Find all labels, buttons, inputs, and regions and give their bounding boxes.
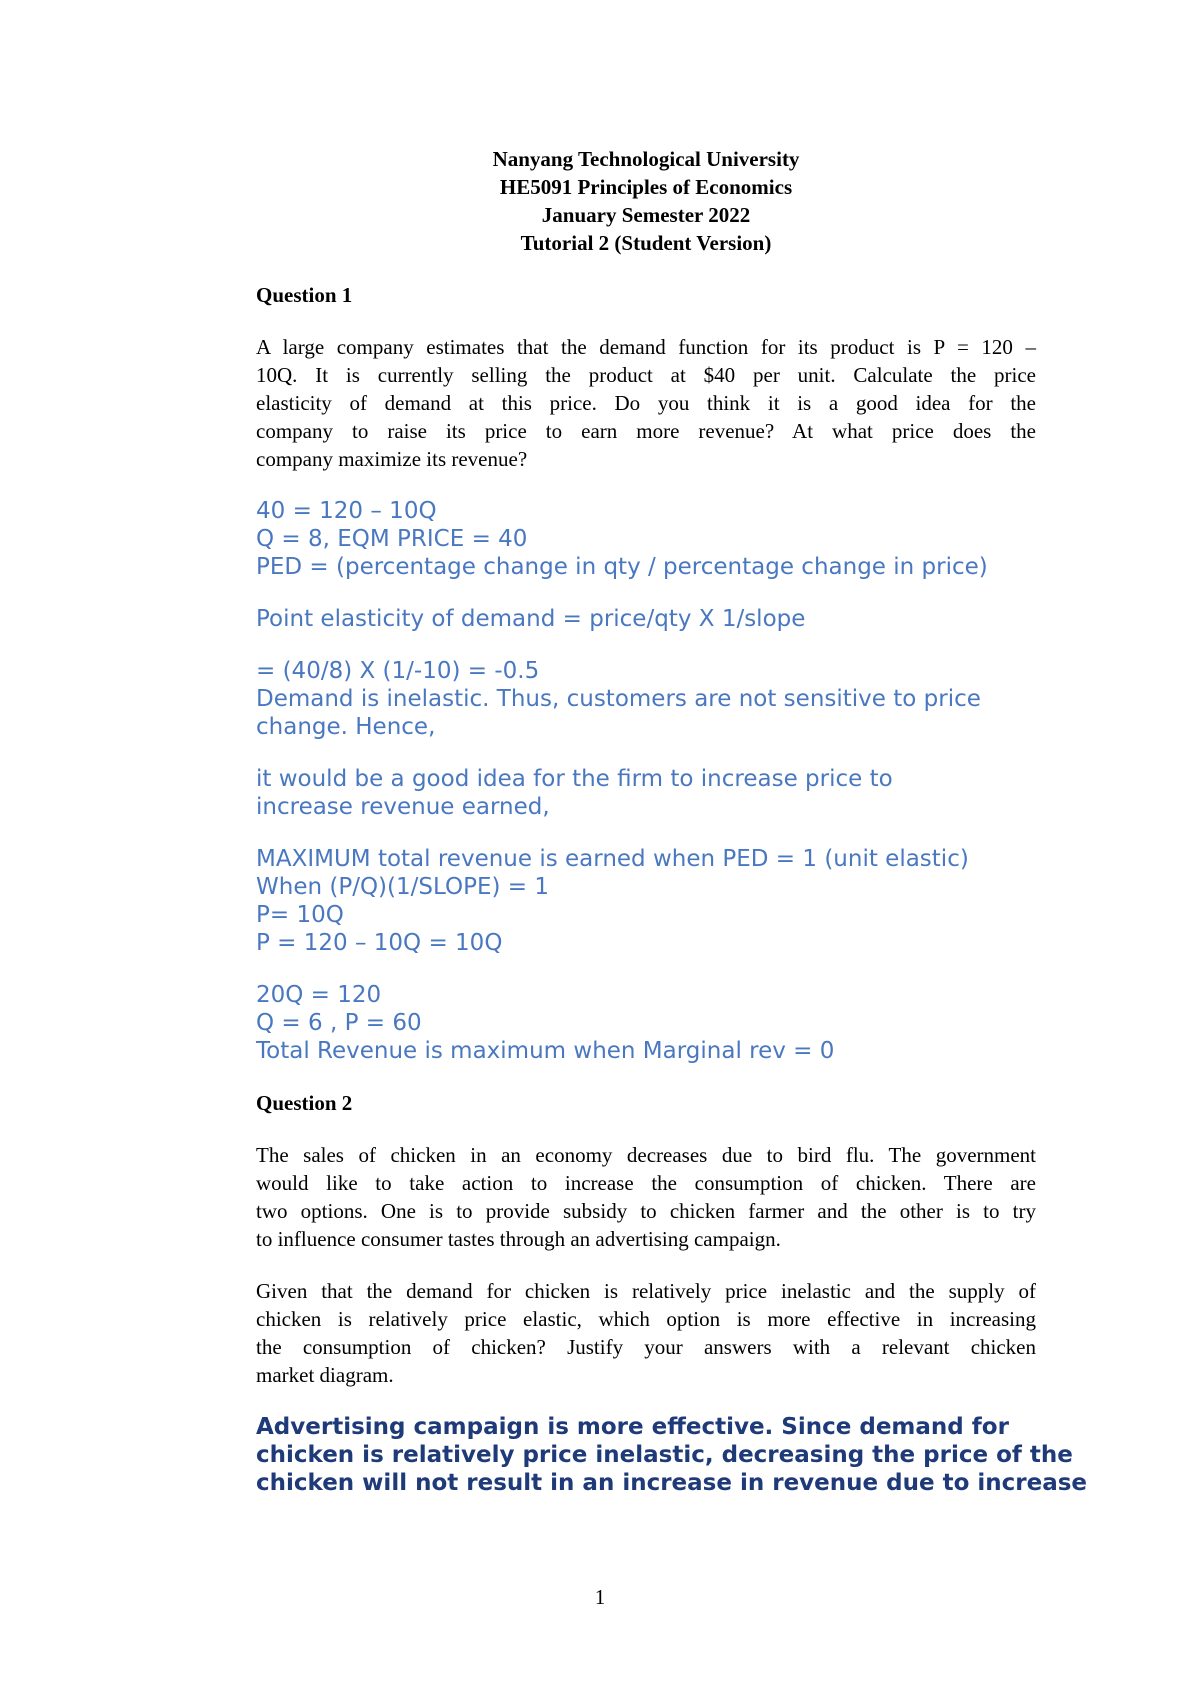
- text-line: two options. One is to provide subsidy to chicken farmer and the other is to try: [256, 1199, 1036, 1223]
- answer-line: MAXIMUM total revenue is earned when PED = 1 (unit elastic): [256, 846, 969, 872]
- answer-line: Advertising campaign is more effective. Since demand for: [256, 1414, 1009, 1440]
- answer-line: Point elasticity of demand = price/qty X 1/slope: [256, 606, 806, 632]
- university-name: Nanyang Technological University: [492, 147, 800, 171]
- text-line: The sales of chicken in an economy decreases due to bird flu. The government: [256, 1143, 1036, 1167]
- answer-line: P = 120 – 10Q = 10Q: [256, 930, 503, 956]
- answer-line: P= 10Q: [256, 902, 344, 928]
- question-2-title: Question 2: [256, 1091, 353, 1115]
- answer-line: Total Revenue is maximum when Marginal rev = 0: [256, 1038, 835, 1064]
- answer-line: = (40/8) X (1/-10) = -0.5: [256, 658, 540, 684]
- answer-line: 40 = 120 – 10Q: [256, 498, 437, 524]
- answer-line: Q = 6 , P = 60: [256, 1010, 422, 1036]
- text-line: company maximize its revenue?: [256, 447, 528, 471]
- text-line: company to raise its price to earn more revenue? At what price does the: [256, 419, 1036, 443]
- question-2-answer: [256, 1413, 1088, 1497]
- question-2-paragraph-1: [256, 1141, 1036, 1253]
- answer-line: it would be a good idea for the firm to increase price to: [256, 766, 893, 792]
- question-2-paragraph-2: [256, 1277, 1036, 1389]
- text-line: market diagram.: [256, 1363, 394, 1387]
- answer-line: 20Q = 120: [256, 982, 382, 1008]
- question-1-text: [256, 333, 1036, 473]
- document-header: [256, 145, 1036, 257]
- page-number: 1: [594, 1585, 606, 1609]
- page-content: [256, 145, 1088, 1497]
- question-1-title: Question 1: [256, 283, 353, 307]
- text-line: A large company estimates that the demand function for its product is P = 120 –: [256, 335, 1036, 359]
- text-line: 10Q. It is currently selling the product at $40 per unit. Calculate the price: [256, 363, 1036, 387]
- tutorial-title: Tutorial 2 (Student Version): [520, 231, 772, 255]
- answer-line: Q = 8, EQM PRICE = 40: [256, 526, 528, 552]
- question-1-answer: [256, 497, 1036, 1065]
- answer-line: PED = (percentage change in qty / percentage change in price): [256, 554, 988, 580]
- answer-line: When (P/Q)(1/SLOPE) = 1: [256, 874, 549, 900]
- text-line: would like to take action to increase the consumption of chicken. There are: [256, 1171, 1036, 1195]
- text-line: the consumption of chicken? Justify your answers with a relevant chicken: [256, 1335, 1036, 1359]
- answer-line: change. Hence,: [256, 714, 436, 740]
- text-line: elasticity of demand at this price. Do you think it is a good idea for the: [256, 391, 1036, 415]
- answer-line: chicken will not result in an increase in revenue due to increase: [256, 1470, 1088, 1496]
- course-title: HE5091 Principles of Economics: [499, 175, 793, 199]
- semester: January Semester 2022: [541, 203, 751, 227]
- answer-line: chicken is relatively price inelastic, decreasing the price of the: [256, 1442, 1073, 1468]
- answer-line: increase revenue earned,: [256, 794, 550, 820]
- text-line: chicken is relatively price elastic, which option is more effective in increasing: [256, 1307, 1036, 1331]
- text-line: to influence consumer tastes through an advertising campaign.: [256, 1227, 781, 1251]
- text-line: Given that the demand for chicken is relatively price inelastic and the supply of: [256, 1279, 1036, 1303]
- answer-line: Demand is inelastic. Thus, customers are not sensitive to price: [256, 686, 981, 712]
